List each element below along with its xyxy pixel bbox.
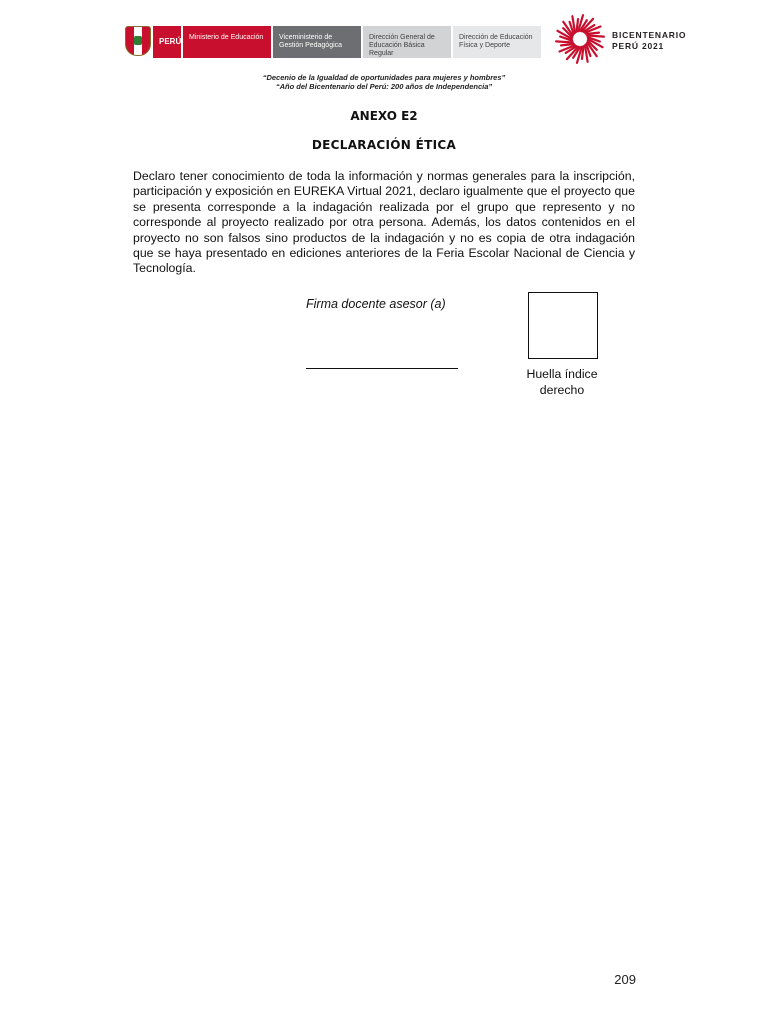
page-number: 209 — [614, 972, 636, 987]
bicentenario-line1: BICENTENARIO — [612, 30, 687, 40]
signature-line — [306, 368, 458, 369]
bicentenario-ray — [556, 41, 573, 42]
ministry-banner — [153, 26, 543, 58]
fingerprint-box — [528, 292, 598, 359]
bicentenario-logo-icon — [555, 14, 605, 64]
annex-title: ANEXO E2 — [350, 109, 418, 123]
bicentenario-ray — [586, 33, 599, 34]
declaration-body: Declaro tener conocimiento de toda la información y normas generales para la inscripción, participación y exposición en EUREKA Virtual 2021, declaro igualmente que el proyecto que se presenta corresponde a la indagación realizada por el grupo que represento y no corresponde al proyecto realizado por otra persona. Además, los datos contenidos en el proyecto no son falsos sino productos de la indagación y no es copia de otra indagación que se haya presentado en ediciones anteriores de la Feria Escolar Nacional de Ciencia y Tecnología. — [133, 169, 635, 276]
banner-direccion-educacion-fisica: Dirección de Educación Física y Deporte — [453, 26, 541, 58]
banner-viceministerio: Viceministerio de Gestión Pedagógica — [273, 26, 361, 58]
bicentenario-ray — [587, 36, 604, 37]
banner-peru: PERÚ — [153, 26, 181, 58]
bicentenario-line2: PERÚ 2021 — [612, 41, 665, 51]
bicentenario-text — [612, 30, 686, 52]
bicentenario-ray — [561, 44, 574, 45]
declaration-title: DECLARACIÓN ÉTICA — [311, 138, 457, 152]
signature-label: Firma docente asesor (a) — [306, 297, 446, 311]
fingerprint-label: Huella índice derecho — [526, 367, 598, 397]
motto-bicentenario: “Año del Bicentenario del Perú: 200 años de Independencia” — [275, 82, 493, 91]
peru-coat-of-arms-icon — [125, 26, 151, 56]
banner-direccion-general: Dirección General de Educación Básica Regular — [363, 26, 451, 58]
banner-ministerio: Ministerio de Educación — [183, 26, 271, 58]
motto-decenio: “Decenio de la Igualdad de oportunidades para mujeres y hombres” — [262, 73, 506, 82]
